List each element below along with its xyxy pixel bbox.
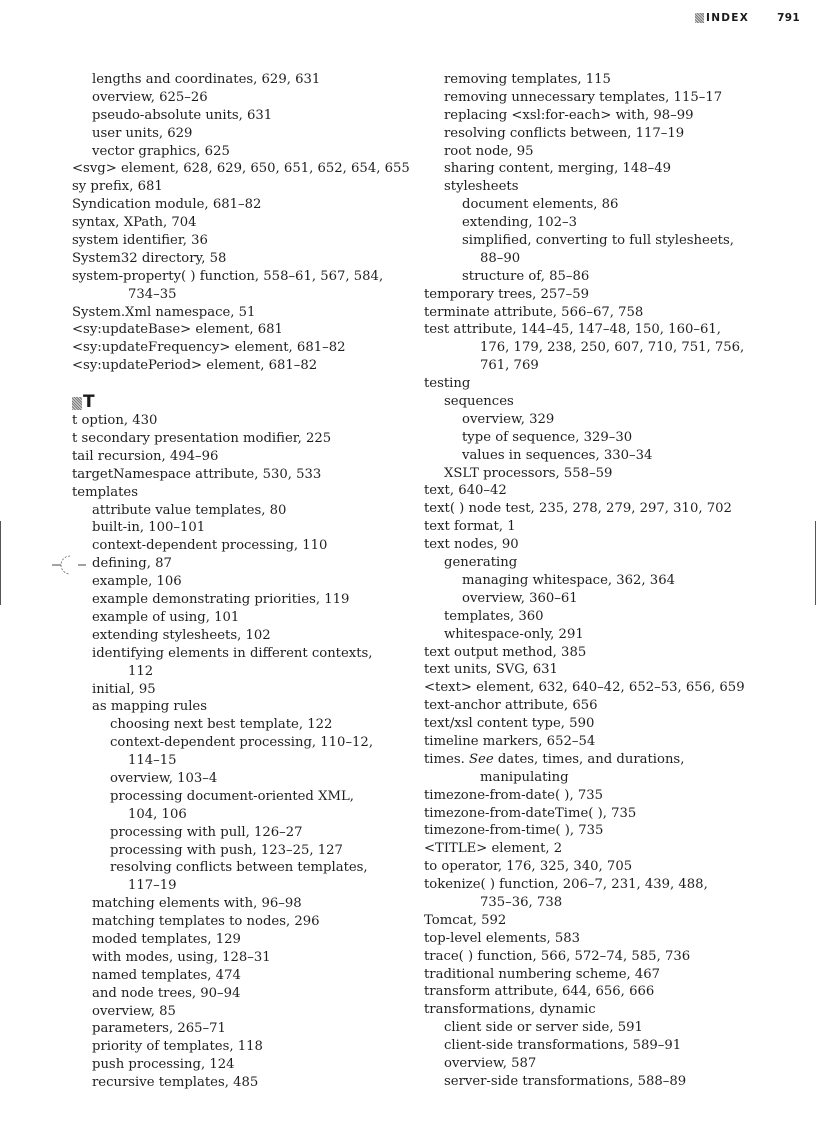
entry-term: times. bbox=[424, 751, 465, 767]
index-entry: terminate attribute, 566–67, 758 bbox=[424, 304, 644, 320]
index-entry: overview, 587 bbox=[444, 1055, 537, 1071]
index-entry: matching elements with, 96–98 bbox=[92, 896, 302, 912]
index-entry: <sy:updateBase> element, 681 bbox=[72, 322, 283, 338]
index-entry: syntax, XPath, 704 bbox=[72, 215, 197, 231]
index-entry: templates, 360 bbox=[444, 608, 544, 624]
index-entry: extending stylesheets, 102 bbox=[92, 627, 271, 643]
index-entry: overview, 85 bbox=[92, 1003, 176, 1019]
index-entry: sy prefix, 681 bbox=[72, 179, 163, 195]
index-entry: context-dependent processing, 110–12, bbox=[110, 735, 374, 751]
index-entry: example, 106 bbox=[92, 574, 182, 590]
index-entry: document elements, 86 bbox=[462, 197, 619, 213]
index-entry: 734–35 bbox=[128, 286, 177, 302]
index-entry: traditional numbering scheme, 467 bbox=[424, 966, 661, 982]
index-entry: managing whitespace, 362, 364 bbox=[462, 572, 675, 588]
index-entry: 88–90 bbox=[480, 250, 521, 266]
index-entry: and node trees, 90–94 bbox=[92, 985, 241, 1001]
index-entry: example of using, 101 bbox=[92, 609, 240, 625]
index-entry: replacing <xsl:for-each> with, 98–99 bbox=[444, 107, 694, 123]
index-entry: type of sequence, 329–30 bbox=[462, 429, 633, 445]
index-entry: Syndication module, 681–82 bbox=[72, 197, 262, 213]
index-entry: recursive templates, 485 bbox=[92, 1075, 259, 1091]
index-entry: manipulating bbox=[480, 769, 569, 785]
index-entry: pseudo-absolute units, 631 bbox=[92, 107, 273, 123]
index-entry: values in sequences, 330–34 bbox=[462, 447, 653, 463]
index-entry: lengths and coordinates, 629, 631 bbox=[92, 72, 321, 87]
index-entry: timeline markers, 652–54 bbox=[424, 733, 596, 749]
index-entry: 104, 106 bbox=[128, 806, 187, 822]
index-entry: overview, 625–26 bbox=[92, 89, 208, 105]
index-entry: text, 640–42 bbox=[424, 483, 507, 499]
index-entry: defining, 87 bbox=[92, 556, 172, 572]
index-entry: timezone-from-date( ), 735 bbox=[424, 787, 603, 803]
index-entry: stylesheets bbox=[444, 179, 519, 195]
crop-mark-icon bbox=[52, 553, 86, 577]
index-column-left bbox=[72, 71, 410, 1092]
index-entry: choosing next best template, 122 bbox=[110, 717, 333, 733]
index-entry: overview, 329 bbox=[462, 411, 555, 427]
index-entry: sharing content, merging, 148–49 bbox=[444, 161, 672, 177]
index-entry: parameters, 265–71 bbox=[92, 1021, 226, 1037]
index-entry: timezone-from-dateTime( ), 735 bbox=[424, 805, 637, 821]
index-entry: sequences bbox=[444, 394, 514, 410]
index-entry: 735–36, 738 bbox=[480, 894, 563, 910]
index-entry: text nodes, 90 bbox=[424, 537, 519, 553]
index-entry: initial, 95 bbox=[92, 681, 156, 697]
index-entry: resolving conflicts between templates, bbox=[110, 860, 368, 876]
index-entry: root node, 95 bbox=[444, 143, 534, 159]
index-letter-heading bbox=[72, 377, 407, 412]
index-entry: with modes, using, 128–31 bbox=[92, 949, 271, 965]
index-entry: System.Xml namespace, 51 bbox=[72, 304, 256, 320]
index-entry: transform attribute, 644, 656, 666 bbox=[424, 984, 655, 1000]
index-entry: to operator, 176, 325, 340, 705 bbox=[424, 859, 633, 875]
index-entry: attribute value templates, 80 bbox=[92, 502, 287, 518]
index-entry: priority of templates, 118 bbox=[92, 1039, 263, 1055]
index-entry: t option, 430 bbox=[72, 413, 158, 429]
index-entry: structure of, 85–86 bbox=[462, 268, 590, 284]
index-entry: processing document-oriented XML, bbox=[110, 788, 354, 804]
hatch-marker-icon bbox=[72, 397, 82, 410]
page-number: 791 bbox=[777, 12, 800, 24]
index-entry: tokenize( ) function, 206–7, 231, 439, 488, bbox=[424, 877, 708, 893]
index-entry: system identifier, 36 bbox=[72, 233, 208, 249]
index-entry: text output method, 385 bbox=[424, 644, 587, 660]
index-entry: <TITLE> element, 2 bbox=[424, 841, 563, 857]
index-entry: context-dependent processing, 110 bbox=[92, 538, 328, 554]
index-entry: 117–19 bbox=[128, 878, 177, 894]
index-entry: whitespace-only, 291 bbox=[444, 626, 584, 642]
index-entry: testing bbox=[424, 376, 471, 392]
index-entry: as mapping rules bbox=[92, 699, 208, 715]
scan-edge-mark-left bbox=[0, 521, 1, 605]
index-column-right bbox=[424, 71, 804, 1091]
section-label: INDEX bbox=[705, 12, 750, 24]
index-entry: matching templates to nodes, 296 bbox=[92, 914, 320, 930]
index-entry: templates bbox=[72, 484, 139, 500]
index-entry: moded templates, 129 bbox=[92, 931, 241, 947]
index-entry: t secondary presentation modifier, 225 bbox=[72, 431, 332, 447]
index-entry: <sy:updatePeriod> element, 681–82 bbox=[72, 358, 318, 374]
index-entry: example demonstrating priorities, 119 bbox=[92, 592, 350, 608]
index-entry: identifying elements in different contexts, bbox=[92, 645, 373, 661]
index-entry: temporary trees, 257–59 bbox=[424, 286, 590, 302]
index-entry: text units, SVG, 631 bbox=[424, 662, 558, 678]
index-entry: transformations, dynamic bbox=[424, 1002, 596, 1018]
see-reference: See bbox=[469, 751, 494, 767]
hatch-marker-icon bbox=[695, 13, 704, 23]
running-head bbox=[695, 8, 800, 28]
index-entry: server-side transformations, 588–89 bbox=[444, 1073, 687, 1089]
index-entry: processing with pull, 126–27 bbox=[110, 824, 303, 840]
index-entry: text( ) node test, 235, 278, 279, 297, 310, 702 bbox=[424, 501, 732, 517]
index-entry: <text> element, 632, 640–42, 652–53, 656, 659 bbox=[424, 680, 745, 696]
index-entry: user units, 629 bbox=[92, 125, 193, 141]
index-entry: removing templates, 115 bbox=[444, 72, 611, 87]
index-entry: named templates, 474 bbox=[92, 967, 241, 983]
index-entry: overview, 360–61 bbox=[462, 590, 578, 606]
index-entry: client side or server side, 591 bbox=[444, 1020, 643, 1036]
index-entry: trace( ) function, 566, 572–74, 585, 736 bbox=[424, 948, 691, 964]
index-entry: generating bbox=[444, 555, 518, 571]
index-entry: System32 directory, 58 bbox=[72, 250, 227, 266]
index-entry: processing with push, 123–25, 127 bbox=[110, 842, 343, 858]
index-entry: push processing, 124 bbox=[92, 1057, 235, 1073]
index-entry: text/xsl content type, 590 bbox=[424, 716, 595, 732]
index-entry: XSLT processors, 558–59 bbox=[444, 465, 613, 481]
index-entry: targetNamespace attribute, 530, 533 bbox=[72, 466, 322, 482]
index-entry: resolving conflicts between, 117–19 bbox=[444, 125, 685, 141]
index-entry: Tomcat, 592 bbox=[424, 912, 507, 928]
index-entry: vector graphics, 625 bbox=[92, 143, 230, 159]
index-entry: extending, 102–3 bbox=[462, 215, 577, 231]
index-entry bbox=[424, 751, 804, 769]
index-entry: 114–15 bbox=[128, 753, 177, 769]
index-entry: test attribute, 144–45, 147–48, 150, 160–61, bbox=[424, 322, 721, 338]
index-entry: timezone-from-time( ), 735 bbox=[424, 823, 604, 839]
index-entry: 761, 769 bbox=[480, 358, 539, 374]
index-entry: system-property( ) function, 558–61, 567, 584, bbox=[72, 268, 384, 284]
index-entry: 176, 179, 238, 250, 607, 710, 751, 756, bbox=[480, 340, 745, 356]
index-entry: 112 bbox=[128, 663, 154, 679]
index-entry: removing unnecessary templates, 115–17 bbox=[444, 89, 723, 105]
index-entry: client-side transformations, 589–91 bbox=[444, 1038, 682, 1054]
index-entry: text format, 1 bbox=[424, 519, 516, 535]
index-letter: T bbox=[83, 392, 95, 413]
index-entry: top-level elements, 583 bbox=[424, 930, 581, 946]
see-target: dates, times, and durations, bbox=[497, 751, 685, 767]
index-entry: <svg> element, 628, 629, 650, 651, 652, 654, 655 bbox=[72, 161, 410, 177]
index-entry: built-in, 100–101 bbox=[92, 520, 206, 536]
section-name bbox=[695, 12, 749, 24]
index-entry: overview, 103–4 bbox=[110, 770, 218, 786]
index-entry: text-anchor attribute, 656 bbox=[424, 698, 598, 714]
index-entry: tail recursion, 494–96 bbox=[72, 448, 219, 464]
index-entry: <sy:updateFrequency> element, 681–82 bbox=[72, 340, 346, 356]
index-entry: simplified, converting to full stylesheets, bbox=[462, 233, 734, 249]
